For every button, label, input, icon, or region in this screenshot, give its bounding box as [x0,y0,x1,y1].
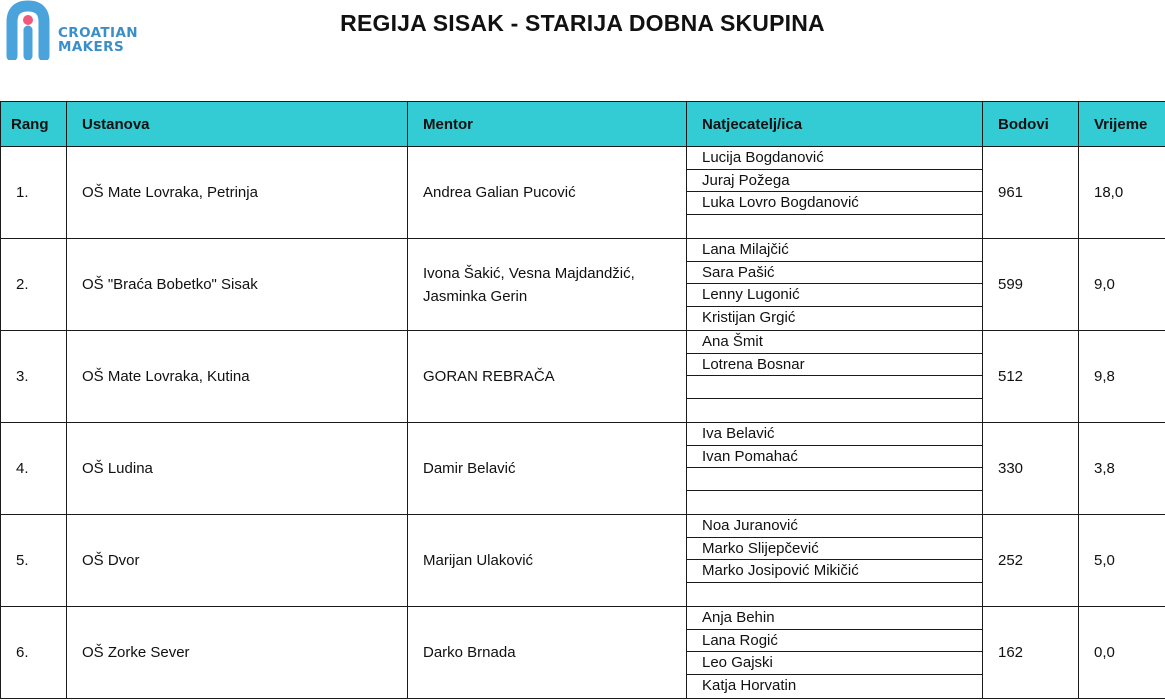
table-row [1,239,1165,331]
contestant-name [687,215,982,238]
table-row [1,147,1165,239]
cell-bodovi: 252 [983,515,1079,607]
cell-vrijeme: 18,0 [1079,147,1165,239]
cell-rang: 3. [1,331,67,423]
cell-rang: 1. [1,147,67,239]
contestant-name: Lucija Bogdanović [687,147,982,170]
table-row [1,331,1165,423]
contestant-name: Lana Rogić [687,630,982,653]
logo-line-2: MAKERS [58,39,125,55]
logo-line-1: CROATIAN [58,25,138,41]
contestant-name: Juraj Požega [687,170,982,193]
contestant-name: Lotrena Bosnar [687,354,982,377]
table-row [1,607,1165,699]
cell-natjecatelji [687,331,983,423]
cell-mentor [408,607,687,699]
contestant-name: Ana Šmit [687,331,982,354]
mentor-name: Damir Belavić [423,460,516,477]
contestant-name [687,376,982,399]
header-vrijeme: Vrijeme [1079,102,1165,147]
cell-bodovi: 162 [983,607,1079,699]
cell-ustanova: OŠ "Braća Bobetko" Sisak [67,239,408,331]
contestant-name: Lana Milajčić [687,239,982,262]
mentor-name: Jasminka Gerin [423,287,528,305]
table-row [1,515,1165,607]
header-mentor: Mentor [408,102,687,147]
results-table [0,101,1165,699]
contestant-name: Noa Juranović [687,515,982,538]
cell-natjecatelji [687,607,983,699]
contestant-name: Lenny Lugonić [687,284,982,307]
page-title: REGIJA SISAK - STARIJA DOBNA SKUPINA [340,10,825,36]
cell-mentor [408,515,687,607]
cell-mentor [408,331,687,423]
contestant-name: Ivan Pomahać [687,446,982,469]
cell-vrijeme: 0,0 [1079,607,1165,699]
cell-bodovi: 961 [983,147,1079,239]
contestant-name [687,583,982,606]
contestant-name: Sara Pašić [687,262,982,285]
cell-mentor [408,423,687,515]
cell-natjecatelji [687,147,983,239]
contestant-name: Marko Slijepčević [687,538,982,561]
cell-vrijeme: 9,0 [1079,239,1165,331]
cell-rang: 4. [1,423,67,515]
mentor-name: GORAN REBRAČA [423,368,555,385]
mentor-name: Darko Brnada [423,644,516,661]
table-header-row [1,102,1165,147]
cell-natjecatelji [687,239,983,331]
header-bodovi: Bodovi [983,102,1079,147]
cell-mentor [408,147,687,239]
mentor-name: Marijan Ulaković [423,552,534,569]
contestant-name: Anja Behin [687,607,982,630]
cell-ustanova: OŠ Ludina [67,423,408,515]
cell-vrijeme: 3,8 [1079,423,1165,515]
contestant-name [687,491,982,514]
mentor-name: Ivona Šakić, Vesna Majdandžić, [423,264,635,282]
contestant-name: Kristijan Grgić [702,308,796,326]
contestant-name: Luka Lovro Bogdanović [687,192,982,215]
table-row [1,423,1165,515]
contestant-name: Leo Gajski [687,652,982,675]
cell-ustanova: OŠ Mate Lovraka, Petrinja [67,147,408,239]
header-natjecatelji: Natjecatelj/ica [687,102,983,147]
contestant-name: Katja Horvatin [702,676,797,694]
cell-bodovi: 512 [983,331,1079,423]
cell-rang: 5. [1,515,67,607]
contestant-name: Iva Belavić [687,423,982,446]
contestant-name [687,399,982,422]
contestant-name: Marko Josipović Mikičić [687,560,982,583]
cell-vrijeme: 9,8 [1079,331,1165,423]
contestant-name [687,468,982,491]
header-rang: Rang [1,102,67,147]
cell-rang: 6. [1,607,67,699]
cell-natjecatelji [687,423,983,515]
header-ustanova: Ustanova [67,102,408,147]
cell-mentor [408,239,687,331]
cell-natjecatelji [687,515,983,607]
cell-vrijeme: 5,0 [1079,515,1165,607]
cell-ustanova: OŠ Zorke Sever [67,607,408,699]
cell-bodovi: 330 [983,423,1079,515]
cell-ustanova: OŠ Mate Lovraka, Kutina [67,331,408,423]
cell-ustanova: OŠ Dvor [67,515,408,607]
cell-bodovi: 599 [983,239,1079,331]
cell-rang: 2. [1,239,67,331]
mentor-name: Andrea Galian Pucović [423,184,576,201]
